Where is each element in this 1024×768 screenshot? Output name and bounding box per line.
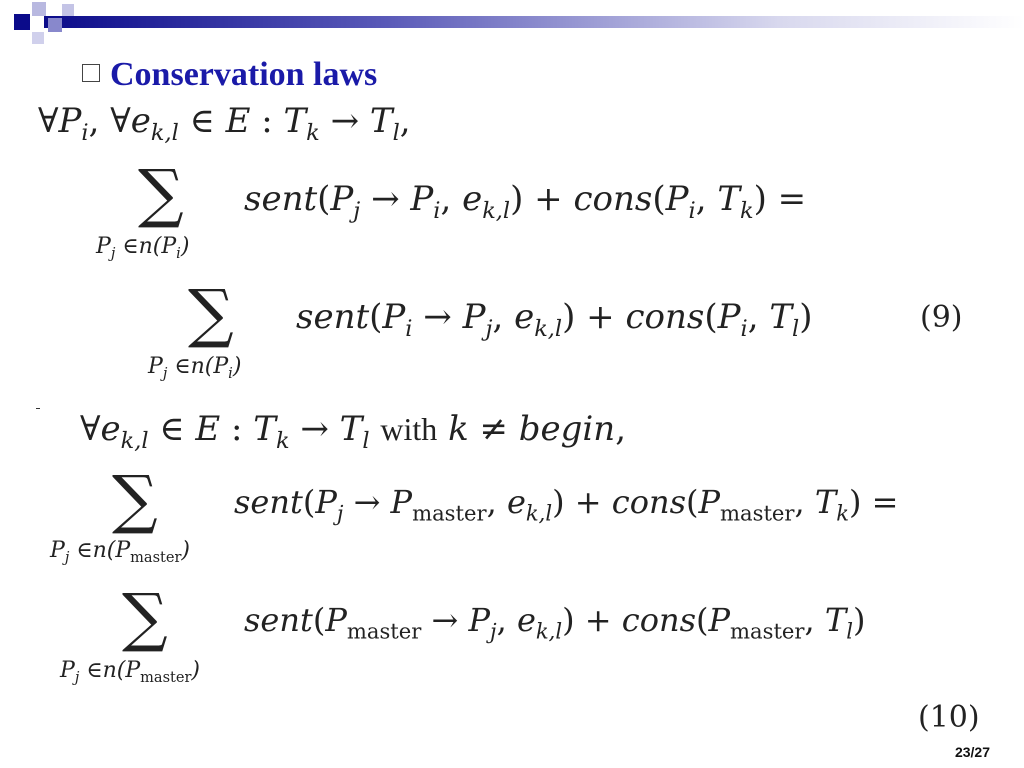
slide-title — [82, 56, 377, 94]
eq10-line1: $sent(P_j \to P_{master}$, $e_{k,l}$) + $cons(P_{master}$, $T_k$) = — [234, 483, 899, 526]
eq10-sum2-sigma: ∑ — [122, 581, 168, 655]
eq9-sum2-index: $P_j$ $\in n(P_i)$ — [148, 354, 242, 383]
square-bullet-icon — [82, 64, 100, 82]
decor-square-small — [62, 4, 74, 16]
eq10-quantifier: $\forall e_{k,l}$ ∈ E : $T_k \to T_l$ with k ≠ begin, — [80, 409, 627, 454]
decor-square-light — [32, 2, 46, 16]
decor-square-pale — [32, 32, 44, 44]
eq9-line1: $sent(P_j \to P_i$, $e_{k,l}$) + $cons(P_i$, $T_k$) = — [244, 179, 807, 224]
decor-square-mid — [48, 18, 62, 32]
eq9-quantifier: $\forall P_i$, $\forall e_{k,l}$ ∈ E : $T_k \to T_l$, — [38, 101, 411, 146]
eq9-sum2-sigma: ∑ — [188, 277, 234, 351]
eq10-sum1-sigma: ∑ — [112, 463, 158, 537]
page-number: 23/27 — [954, 744, 990, 760]
eq10-sum1-index: $P_j$ $\in n(P_{master})$ — [50, 538, 190, 567]
eq9-sum1-sigma: ∑ — [138, 157, 184, 231]
decor-square-dark — [14, 14, 30, 30]
eq9-number: (9) — [920, 300, 963, 335]
header-band — [0, 0, 1024, 44]
eq10-number: (10) — [918, 700, 980, 735]
slide-title-text: Conservation laws — [110, 56, 378, 93]
eq10-line2: $sent(P_{master} \to P_j$, $e_{k,l}$) + $cons(P_{master}$, $T_l$) — [244, 601, 866, 644]
eq9-sum1-index: $P_j$ $\in n(P_i)$ — [96, 234, 190, 263]
eq9-line2: $sent(P_i \to P_j$, $e_{k,l}$) + $cons(P_i$, $T_l$) — [296, 297, 813, 342]
eq10-sum2-index: $P_j$ $\in n(P_{master})$ — [60, 658, 200, 687]
stray-mark — [36, 408, 40, 409]
